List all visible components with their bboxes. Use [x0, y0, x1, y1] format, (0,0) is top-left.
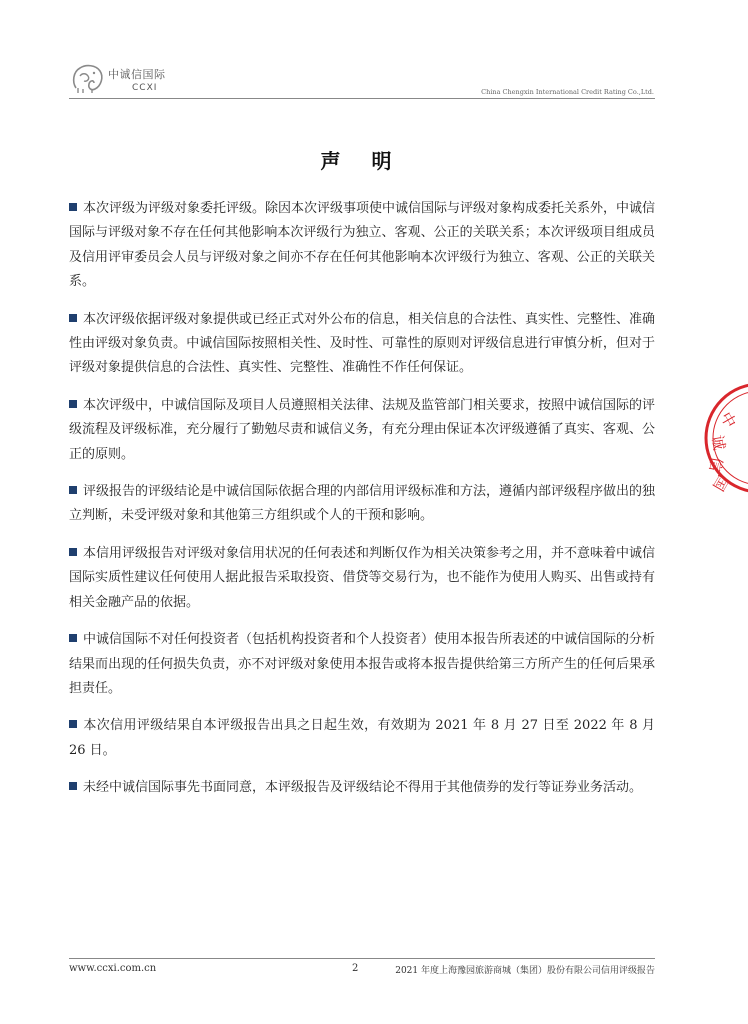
- declaration-text: 中诚信国际不对任何投资者（包括机构投资者和个人投资者）使用本报告所表述的中诚信国际的分析结果而出现的任何损失负责，亦不对评级对象使用本报告或将本报告提供给第三方所产生的任何后果承担责任。: [69, 632, 656, 696]
- declaration-item: [69, 542, 655, 615]
- declaration-item: [69, 394, 655, 467]
- page-title: 声 明: [320, 149, 404, 173]
- square-bullet-icon: [69, 203, 77, 211]
- company-seal-stamp: [698, 378, 748, 498]
- declaration-text: 未经中诚信国际事先书面同意，本评级报告及评级结论不得用于其他债券的发行等证券业务活动。: [83, 780, 643, 796]
- square-bullet-icon: [69, 548, 77, 556]
- square-bullet-icon: [69, 720, 77, 728]
- footer-divider: [69, 958, 655, 959]
- elephant-logo-icon: [70, 62, 106, 96]
- declaration-item: [69, 308, 655, 381]
- ccxi-logo: [70, 62, 170, 98]
- footer-website: www.ccxi.com.cn: [69, 963, 157, 974]
- declaration-text: 本次评级中，中诚信国际及项目人员遵照相关法律、法规及监管部门相关要求，按照中诚信国际的评级流程及评级标准，充分履行了勤勉尽责和诚信义务，有充分理由保证本次评级遵循了真实、客观、公正的原则。: [69, 397, 656, 462]
- svg-text:信: 信: [705, 455, 726, 474]
- logo-english-text: CCXI: [132, 83, 158, 93]
- svg-text:中: 中: [716, 409, 740, 432]
- header-divider: [69, 98, 655, 99]
- square-bullet-icon: [69, 634, 77, 642]
- declaration-list: [69, 184, 655, 812]
- footer-report-title: 2021 年度上海豫园旅游商城（集团）股份有限公司信用评级报告: [395, 966, 655, 976]
- declaration-text: 本信用评级报告对评级对象信用状况的任何表述和判断仅作为相关决策参考之用，并不意味着中诚信国际实质性建议任何使用人据此报告采取投资、借贷等交易行为，也不能作为使用人购买、出售或持有相关金融产品的依据。: [69, 545, 656, 610]
- square-bullet-icon: [69, 486, 77, 494]
- declaration-text: 评级报告的评级结论是中诚信国际依据合理的内部信用评级标准和方法，遵循内部评级程序做出的独立判断，未受评级对象和其他第三方组织或个人的干预和影响。: [69, 484, 656, 524]
- declaration-item: [69, 480, 655, 529]
- company-english-name: China Chengxin International Credit Rating Co.,Ltd.: [481, 88, 654, 96]
- declaration-item: [69, 628, 655, 701]
- declaration-text: 本次信用评级结果自本评级报告出具之日起生效，有效期为 2021 年 8 月 27 日至 2022 年 8 月 26 日。: [69, 718, 655, 758]
- declaration-text: 本次评级为评级对象委托评级。除因本次评级事项使中诚信国际与评级对象构成委托关系外，中诚信国际与评级对象不存在任何其他影响本次评级行为独立、客观、公正的关联关系；本次评级项目组成员及信用评审委员会人员与评级对象之间亦不存在任何其他影响本次评级行为独立、客观、公正的关联关系。: [69, 201, 656, 290]
- square-bullet-icon: [69, 314, 77, 322]
- svg-text:国: 国: [709, 472, 733, 495]
- square-bullet-icon: [69, 782, 77, 790]
- square-bullet-icon: [69, 400, 77, 408]
- svg-text:诚: 诚: [708, 433, 729, 452]
- declaration-item: [69, 776, 655, 800]
- logo-chinese-text: 中诚信国际: [108, 68, 166, 81]
- declaration-text: 本次评级依据评级对象提供或已经正式对外公布的信息，相关信息的合法性、真实性、完整性、准确性由评级对象负责。中诚信国际按照相关性、及时性、可靠性的原则对评级信息进行审慎分析，但对于评级对象提供信息的合法性、真实性、完整性、准确性不作任何保证。: [69, 311, 656, 376]
- page-number: 2: [352, 963, 359, 974]
- declaration-item: [69, 197, 655, 295]
- declaration-item: [69, 714, 655, 763]
